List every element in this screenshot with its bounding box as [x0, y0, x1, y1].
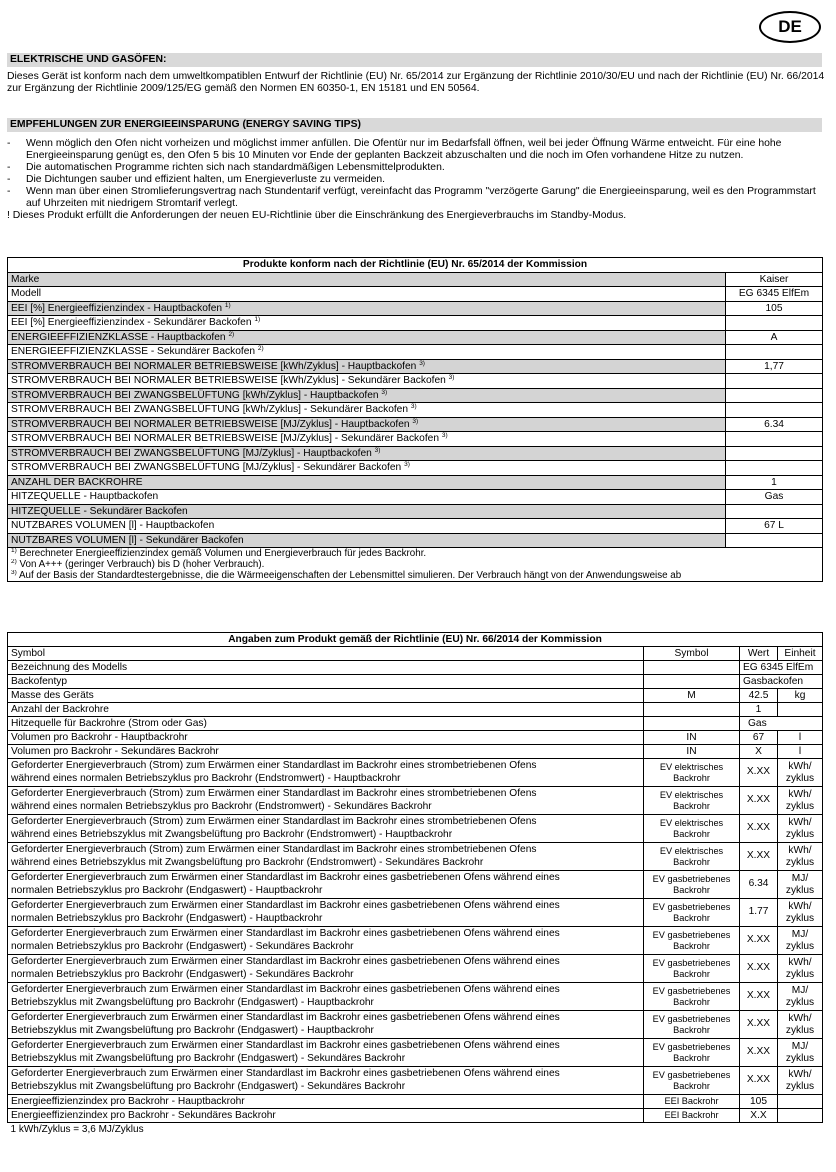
row-label-line: Geforderter Energieverbrauch zum Erwärmen einer Standardlast im Backrohr eines gasbetriebenen Ofens während eines: [11, 1040, 560, 1051]
row-symbol-line: Backrohr: [673, 828, 710, 839]
row-unit-line: MJ/: [791, 984, 809, 996]
conversion-note-row: [8, 1123, 823, 1137]
row-label: [8, 403, 726, 418]
row-symbol: [644, 759, 740, 787]
footnote-text: Auf der Basis der Standardtestergebnisse, die die Wärmeeigenschaften der Lebensmittel simulieren. Der Verbrauch hängt von der Anwendungsweise ab: [18, 570, 682, 581]
row-unit-line: zyklus: [785, 884, 815, 896]
row-symbol-line: EV gasbetriebenes: [652, 1041, 731, 1052]
row-symbol: [644, 899, 740, 927]
row-label-line: Betriebszyklus mit Zwangsbelüftung pro Backrohr (Endgaswert) - Hauptbackrohr: [11, 996, 374, 1008]
row-label-line: normalen Betriebszyklus pro Backrohr (Endgaswert) - Hauptbackrohr: [11, 884, 323, 896]
row-symbol-line: EV gasbetriebenes: [652, 1069, 731, 1080]
row-value: EG 6345 ElfEm: [740, 661, 823, 675]
row-symbol: EEI Backrohr: [644, 1095, 740, 1109]
row-label-line: während eines Betriebszyklus mit Zwangsbelüftung pro Backrohr (Endstromwert) - Hauptbackrohr: [11, 828, 453, 840]
row-unit-line: zyklus: [785, 856, 815, 868]
table-row: [8, 955, 823, 983]
row-label: [8, 787, 644, 815]
row-value: [726, 461, 823, 476]
standby-note: ! Dieses Produkt erfüllt die Anforderungen der neuen EU-Richtlinie über die Einschränkung des Energieverbrauchs im Standby-Modus.: [7, 210, 627, 221]
product-conformity-table-65-2014: [7, 257, 823, 582]
row-value: 67 L: [726, 519, 823, 534]
row-label-line: Geforderter Energieverbrauch zum Erwärmen einer Standardlast im Backrohr eines gasbetriebenen Ofens während eines: [11, 1012, 560, 1023]
row-label: [8, 446, 726, 461]
row-label: [8, 388, 726, 403]
row-label-text: HITZEQUELLE - Hauptbackofen: [11, 491, 159, 502]
row-value: 1,77: [726, 359, 823, 374]
table-row: [8, 388, 823, 403]
row-label: Energieeffizienzindex pro Backrohr - Sekundäres Backrohr: [8, 1109, 644, 1123]
row-label-text: EEI [%] Energieeffizienzindex - Sekundärer Backofen: [11, 317, 252, 328]
row-label: [8, 301, 726, 316]
row-symbol-line: Backrohr: [673, 968, 710, 979]
row-label-line: während eines normalen Betriebszyklus pro Backrohr (Endstromwert) - Sekundäres Backrohr: [11, 800, 432, 812]
row-unit-line: zyklus: [785, 1024, 815, 1036]
row-value: 105: [726, 301, 823, 316]
row-value: X.XX: [740, 1067, 778, 1095]
row-symbol-line: Backrohr: [673, 772, 710, 783]
table-row: [8, 330, 823, 345]
conformity-paragraph: Dieses Gerät ist konform nach dem umweltkompatiblen Entwurf der Richtlinie (EU) Nr. 65/2014 zur Ergänzung der Richtlinie 2010/30/EU und nach der Richtlinie (EU) Nr. 66/2014 zur Ergänzung der Richtlinie 2009/125/EG gemäß den Normen EN 60350-1, EN 15181 und EN 50564.: [7, 71, 825, 94]
row-label-text: ENERGIEEFFIZIENZKLASSE - Sekundärer Backofen: [11, 346, 256, 357]
row-value: 105: [740, 1095, 778, 1109]
tip-item: - Wenn möglich den Ofen nicht vorheizen und möglichst immer anfüllen. Die Ofentür nur im Bedarfsfall öffnen, weil bei jeder Öffnung Wärme entweicht. Für eine hohe Energieeinsparung genügt es, den Ofen 5 bis 10 Minuten vor Ende der geplanten Backzeit abzuschalten und die noch im Ofen vorhandene Hitze zu nutzen.: [7, 138, 827, 162]
row-unit: [778, 955, 823, 983]
row-unit: [778, 1039, 823, 1067]
row-label: [8, 432, 726, 447]
row-label-text: NUTZBARES VOLUMEN [l] - Hauptbackofen: [11, 520, 215, 531]
row-value: [726, 388, 823, 403]
table-row: [8, 272, 823, 287]
row-unit: [778, 843, 823, 871]
row-label: Backofentyp: [8, 675, 644, 689]
row-symbol: [644, 703, 740, 717]
tip-item: - Die automatischen Programme richten sich nach standardmäßigen Lebensmittelprodukten.: [7, 162, 827, 174]
row-symbol: [644, 1011, 740, 1039]
row-label: Bezeichnung des Modells: [8, 661, 644, 675]
row-value: X.XX: [740, 843, 778, 871]
row-unit: [778, 815, 823, 843]
header-value: Wert: [740, 647, 778, 661]
row-symbol: IN: [644, 731, 740, 745]
row-label-text: EEI [%] Energieeffizienzindex - Hauptbackofen: [11, 302, 223, 314]
row-value: 1: [726, 475, 823, 490]
footnote-row: [8, 559, 823, 570]
row-unit-line: kWh/: [788, 900, 812, 912]
row-value: [726, 316, 823, 331]
tip-item: - Wenn man über einen Stromlieferungsvertrag nach Stundentarif verfügt, vereinfacht das Programm "verzögerte Garung" die Energieeinsparung, weil es den Programmstart auf Uhrzeiten mit niedrigem Stromtarif verlegt.: [7, 186, 827, 210]
footnote-row: [8, 570, 823, 582]
row-label-line: Geforderter Energieverbrauch zum Erwärmen einer Standardlast im Backrohr eines gasbetriebenen Ofens während eines: [11, 900, 560, 911]
language-badge: DE: [759, 11, 821, 43]
row-symbol: [644, 1039, 740, 1067]
table-row: [8, 675, 823, 689]
row-label: [8, 955, 644, 983]
table-row: [8, 417, 823, 432]
row-unit-line: zyklus: [785, 912, 815, 924]
row-label: [8, 1011, 644, 1039]
row-unit-line: MJ/: [791, 872, 809, 884]
header-label: Symbol: [8, 647, 644, 661]
footnote-ref: 3): [410, 403, 417, 410]
row-unit: [778, 1095, 823, 1109]
row-symbol: [644, 983, 740, 1011]
row-label: Hitzequelle für Backrohre (Strom oder Gas): [8, 717, 644, 731]
footnote-ref: 3): [374, 446, 381, 454]
footnote-number: 1): [11, 547, 17, 554]
table-row: [8, 731, 823, 745]
table-row: [8, 533, 823, 548]
row-label: [8, 330, 726, 345]
table-row: [8, 359, 823, 374]
row-symbol: [644, 1067, 740, 1095]
row-symbol-line: Backrohr: [673, 1024, 710, 1035]
footnote-text: Berechneter Energieeffizienzindex gemäß Volumen und Energieverbrauch für jedes Backrohr.: [19, 548, 427, 559]
table-row: [8, 446, 823, 461]
row-symbol-line: Backrohr: [673, 884, 710, 895]
row-label: [8, 504, 726, 519]
footnote-ref: 3): [381, 388, 388, 396]
row-value: EG 6345 ElfEm: [726, 287, 823, 302]
table-row: [8, 301, 823, 316]
row-label: [8, 519, 726, 534]
row-unit: kg: [778, 689, 823, 703]
row-value: [726, 345, 823, 360]
footnote-ref: 3): [412, 417, 419, 425]
row-value: X.X: [740, 1109, 778, 1123]
row-unit: [778, 871, 823, 899]
row-label: [8, 871, 644, 899]
row-symbol-line: EV gasbetriebenes: [652, 901, 731, 912]
row-label: Volumen pro Backrohr - Hauptbackrohr: [8, 731, 644, 745]
table-row: [8, 661, 823, 675]
row-label: Energieeffizienzindex pro Backrohr - Hauptbackrohr: [8, 1095, 644, 1109]
footnote-ref: 2): [257, 345, 264, 352]
table-row: [8, 519, 823, 534]
row-value: [726, 533, 823, 548]
footnote-ref: 3): [441, 432, 448, 439]
row-value: X.XX: [740, 759, 778, 787]
table-row: [8, 1109, 823, 1123]
row-symbol-line: Backrohr: [673, 1052, 710, 1063]
row-label: Volumen pro Backrohr - Sekundäres Backrohr: [8, 745, 644, 759]
row-unit-line: zyklus: [785, 1080, 815, 1092]
row-label: [8, 759, 644, 787]
row-label-line: Geforderter Energieverbrauch (Strom) zum Erwärmen einer Standardlast im Backrohr eines strombetriebenen Ofens: [11, 788, 537, 799]
row-label-line: Geforderter Energieverbrauch zum Erwärmen einer Standardlast im Backrohr eines gasbetriebenen Ofens während eines: [11, 928, 560, 939]
row-symbol-line: EV gasbetriebenes: [652, 929, 731, 940]
row-label-text: Modell: [11, 288, 42, 299]
footnote-ref: 3): [404, 461, 410, 468]
footnote-ref: 3): [419, 359, 425, 367]
table-row: [8, 490, 823, 505]
row-label: [8, 843, 644, 871]
row-label-text: STROMVERBRAUCH BEI ZWANGSBELÜFTUNG [kWh/Zyklus] - Sekundärer Backofen: [11, 404, 409, 415]
table-row: [8, 1039, 823, 1067]
table-row: [8, 759, 823, 787]
row-label-text: STROMVERBRAUCH BEI ZWANGSBELÜFTUNG [MJ/Zyklus] - Hauptbackofen: [11, 447, 372, 459]
row-unit-line: zyklus: [785, 772, 815, 784]
row-label: [8, 316, 726, 331]
row-value: X.XX: [740, 1039, 778, 1067]
table-row: [8, 1095, 823, 1109]
table-row: [8, 432, 823, 447]
row-label: [8, 815, 644, 843]
row-symbol: [644, 787, 740, 815]
row-unit-line: kWh/: [788, 816, 812, 828]
row-value: X.XX: [740, 927, 778, 955]
header-unit: Einheit: [778, 647, 823, 661]
row-label-line: normalen Betriebszyklus pro Backrohr (Endgaswert) - Sekundäres Backrohr: [11, 940, 354, 952]
row-label-text: STROMVERBRAUCH BEI NORMALER BETRIEBSWEISE [kWh/Zyklus] - Sekundärer Backofen: [11, 375, 446, 386]
row-value: Kaiser: [726, 272, 823, 287]
row-label: [8, 927, 644, 955]
footnote-ref: 1): [224, 301, 231, 309]
header-symbol: Symbol: [644, 647, 740, 661]
row-unit: [778, 927, 823, 955]
row-label: [8, 475, 726, 490]
row-symbol-line: Backrohr: [673, 940, 710, 951]
row-label: [8, 983, 644, 1011]
row-label-text: ENERGIEEFFIZIENZKLASSE - Hauptbackofen: [11, 331, 226, 343]
row-label-text: STROMVERBRAUCH BEI ZWANGSBELÜFTUNG [MJ/Zyklus] - Sekundärer Backofen: [11, 462, 402, 473]
energy-tips-list: [7, 138, 827, 222]
row-value: [726, 403, 823, 418]
table-row: [8, 871, 823, 899]
row-label-line: Betriebszyklus mit Zwangsbelüftung pro Backrohr (Endgaswert) - Sekundäres Backrohr: [11, 1052, 406, 1064]
row-symbol-line: EV elektrisches: [659, 817, 724, 828]
row-label-line: normalen Betriebszyklus pro Backrohr (Endgaswert) - Sekundäres Backrohr: [11, 968, 354, 980]
row-unit: [778, 759, 823, 787]
row-label-text: STROMVERBRAUCH BEI NORMALER BETRIEBSWEISE [MJ/Zyklus] - Sekundärer Backofen: [11, 433, 439, 444]
row-label-text: NUTZBARES VOLUMEN [l] - Sekundärer Backofen: [11, 534, 244, 546]
row-unit: l: [778, 731, 823, 745]
row-symbol: [644, 843, 740, 871]
row-symbol: [644, 955, 740, 983]
row-label: [8, 533, 726, 548]
row-unit-line: kWh/: [788, 788, 812, 800]
row-unit-line: kWh/: [788, 844, 812, 856]
row-value: 1.77: [740, 899, 778, 927]
row-symbol-line: EV gasbetriebenes: [652, 957, 731, 968]
row-symbol: EEI Backrohr: [644, 1109, 740, 1123]
row-unit-line: zyklus: [785, 800, 815, 812]
row-label-text: Marke: [11, 273, 40, 285]
row-label: [8, 359, 726, 374]
row-symbol: [644, 717, 740, 731]
row-symbol-line: EV elektrisches: [659, 845, 724, 856]
row-symbol: IN: [644, 745, 740, 759]
row-symbol-line: EV gasbetriebenes: [652, 985, 731, 996]
table-title: Produkte konform nach der Richtlinie (EU) Nr. 65/2014 der Kommission: [8, 258, 823, 273]
row-label-line: während eines normalen Betriebszyklus pro Backrohr (Endstromwert) - Hauptbackrohr: [11, 772, 401, 784]
row-label-line: Geforderter Energieverbrauch (Strom) zum Erwärmen einer Standardlast im Backrohr eines strombetriebenen Ofens: [11, 844, 537, 855]
table-row: [8, 504, 823, 519]
row-unit-line: kWh/: [788, 1012, 812, 1024]
row-symbol-line: EV gasbetriebenes: [652, 873, 731, 884]
row-label-line: während eines Betriebszyklus mit Zwangsbelüftung pro Backrohr (Endstromwert) - Sekundäres Backrohr: [11, 856, 484, 868]
row-label: [8, 899, 644, 927]
row-unit-line: MJ/: [791, 1040, 809, 1052]
row-label-line: Geforderter Energieverbrauch zum Erwärmen einer Standardlast im Backrohr eines gasbetriebenen Ofens während eines: [11, 956, 560, 967]
table-row: [8, 1067, 823, 1095]
footnote-ref: 2): [228, 330, 235, 338]
table-row: [8, 287, 823, 302]
row-unit: [778, 703, 823, 717]
row-unit: [778, 899, 823, 927]
row-symbol-line: EV gasbetriebenes: [652, 1013, 731, 1024]
row-value: X.XX: [740, 1011, 778, 1039]
row-value: X.XX: [740, 787, 778, 815]
row-unit: [778, 787, 823, 815]
row-label: [8, 272, 726, 287]
row-label-text: ANZAHL DER BACKROHRE: [11, 476, 143, 488]
row-symbol: [644, 815, 740, 843]
table-row: [8, 843, 823, 871]
row-label-line: Geforderter Energieverbrauch zum Erwärmen einer Standardlast im Backrohr eines gasbetriebenen Ofens während eines: [11, 1068, 560, 1079]
row-label: Masse des Geräts: [8, 689, 644, 703]
row-value: [726, 504, 823, 519]
row-value: Gas: [740, 717, 823, 731]
table-row: [8, 983, 823, 1011]
row-unit-line: zyklus: [785, 1052, 815, 1064]
row-label: [8, 287, 726, 302]
row-label-line: normalen Betriebszyklus pro Backrohr (Endgaswert) - Hauptbackrohr: [11, 912, 323, 924]
table-title: Angaben zum Produkt gemäß der Richtlinie (EU) Nr. 66/2014 der Kommission: [8, 633, 823, 647]
table-row: [8, 745, 823, 759]
row-unit-line: zyklus: [785, 996, 815, 1008]
row-value: 6.34: [726, 417, 823, 432]
row-label: [8, 345, 726, 360]
footnote: [8, 559, 823, 570]
footnote: [8, 570, 823, 582]
row-value: 42.5: [740, 689, 778, 703]
table-row: [8, 461, 823, 476]
row-label: [8, 1039, 644, 1067]
row-symbol-line: Backrohr: [673, 800, 710, 811]
footnote-row: [8, 548, 823, 560]
row-label-line: Geforderter Energieverbrauch (Strom) zum Erwärmen einer Standardlast im Backrohr eines strombetriebenen Ofens: [11, 816, 537, 827]
table-row: [8, 316, 823, 331]
table-row: [8, 374, 823, 389]
row-unit-line: kWh/: [788, 760, 812, 772]
row-value: X.XX: [740, 983, 778, 1011]
row-symbol: [644, 675, 740, 689]
row-label-line: Geforderter Energieverbrauch zum Erwärmen einer Standardlast im Backrohr eines gasbetriebenen Ofens während eines: [11, 872, 560, 883]
row-label: [8, 1067, 644, 1095]
footnote-number: 2): [11, 559, 17, 565]
row-unit-line: MJ/: [791, 928, 809, 940]
footnote-text: Von A+++ (geringer Verbrauch) bis D (hoher Verbrauch).: [19, 559, 265, 570]
table-row: [8, 403, 823, 418]
table-row: [8, 927, 823, 955]
row-label: [8, 490, 726, 505]
row-symbol: [644, 927, 740, 955]
row-symbol: [644, 661, 740, 675]
row-label-text: STROMVERBRAUCH BEI ZWANGSBELÜFTUNG [kWh/Zyklus] - Hauptbackofen: [11, 389, 379, 401]
row-unit: [778, 1011, 823, 1039]
row-value: 6.34: [740, 871, 778, 899]
row-value: [726, 432, 823, 447]
row-value: X.XX: [740, 815, 778, 843]
row-value: A: [726, 330, 823, 345]
row-symbol-line: Backrohr: [673, 912, 710, 923]
row-value: X.XX: [740, 955, 778, 983]
table-row: [8, 899, 823, 927]
row-unit-line: kWh/: [788, 956, 812, 968]
row-unit-line: zyklus: [785, 940, 815, 952]
row-symbol-line: EV elektrisches: [659, 789, 724, 800]
row-symbol: [644, 871, 740, 899]
table-row: [8, 1011, 823, 1039]
row-label-text: STROMVERBRAUCH BEI NORMALER BETRIEBSWEISE [MJ/Zyklus] - Hauptbackofen: [11, 418, 410, 430]
row-label-line: Geforderter Energieverbrauch (Strom) zum Erwärmen einer Standardlast im Backrohr eines strombetriebenen Ofens: [11, 760, 537, 771]
footnote-ref: 3): [448, 374, 455, 381]
table-row: [8, 703, 823, 717]
row-symbol-line: Backrohr: [673, 996, 710, 1007]
row-value: [726, 446, 823, 461]
row-label: [8, 374, 726, 389]
row-symbol: M: [644, 689, 740, 703]
row-unit: l: [778, 745, 823, 759]
row-value: [726, 374, 823, 389]
row-label-text: STROMVERBRAUCH BEI NORMALER BETRIEBSWEISE [kWh/Zyklus] - Hauptbackofen: [11, 360, 417, 372]
section-heading-energy-tips: EMPFEHLUNGEN ZUR ENERGIEEINSPARUNG (ENERGY SAVING TIPS): [7, 118, 822, 132]
row-unit: [778, 1067, 823, 1095]
table-row: [8, 689, 823, 703]
footnote-ref: 1): [254, 316, 261, 323]
table-row: [8, 787, 823, 815]
row-label-line: Betriebszyklus mit Zwangsbelüftung pro Backrohr (Endgaswert) - Sekundäres Backrohr: [11, 1080, 406, 1092]
row-label: Anzahl der Backrohre: [8, 703, 644, 717]
row-symbol-line: EV elektrisches: [659, 761, 724, 772]
row-label-line: Geforderter Energieverbrauch zum Erwärmen einer Standardlast im Backrohr eines gasbetriebenen Ofens während eines: [11, 984, 560, 995]
row-unit-line: zyklus: [785, 828, 815, 840]
row-value: 1: [740, 703, 778, 717]
row-value: Gasbackofen: [740, 675, 823, 689]
table-row: [8, 345, 823, 360]
table-row: [8, 475, 823, 490]
footnote: [8, 548, 823, 560]
section-heading-electric-gas: ELEKTRISCHE UND GASÖFEN:: [7, 53, 822, 67]
tip-item: - Die Dichtungen sauber und effizient halten, um Energieverluste zu vermeiden.: [7, 174, 827, 186]
row-value: 67: [740, 731, 778, 745]
row-unit: [778, 1109, 823, 1123]
row-unit: [778, 983, 823, 1011]
row-value: Gas: [726, 490, 823, 505]
table-row: [8, 717, 823, 731]
row-label: [8, 461, 726, 476]
row-unit-line: zyklus: [785, 968, 815, 980]
footnote-number: 3): [11, 570, 17, 576]
row-label-text: HITZEQUELLE - Sekundärer Backofen: [11, 505, 188, 517]
conversion-note: 1 kWh/Zyklus = 3,6 MJ/Zyklus: [10, 1124, 144, 1135]
product-information-table-66-2014: [7, 632, 823, 1136]
table-row: [8, 815, 823, 843]
row-label-line: Betriebszyklus mit Zwangsbelüftung pro Backrohr (Endgaswert) - Hauptbackrohr: [11, 1024, 374, 1036]
row-unit-line: kWh/: [788, 1068, 812, 1080]
row-value: X: [740, 745, 778, 759]
row-symbol-line: Backrohr: [673, 856, 710, 867]
row-symbol-line: Backrohr: [673, 1080, 710, 1091]
row-label: [8, 417, 726, 432]
